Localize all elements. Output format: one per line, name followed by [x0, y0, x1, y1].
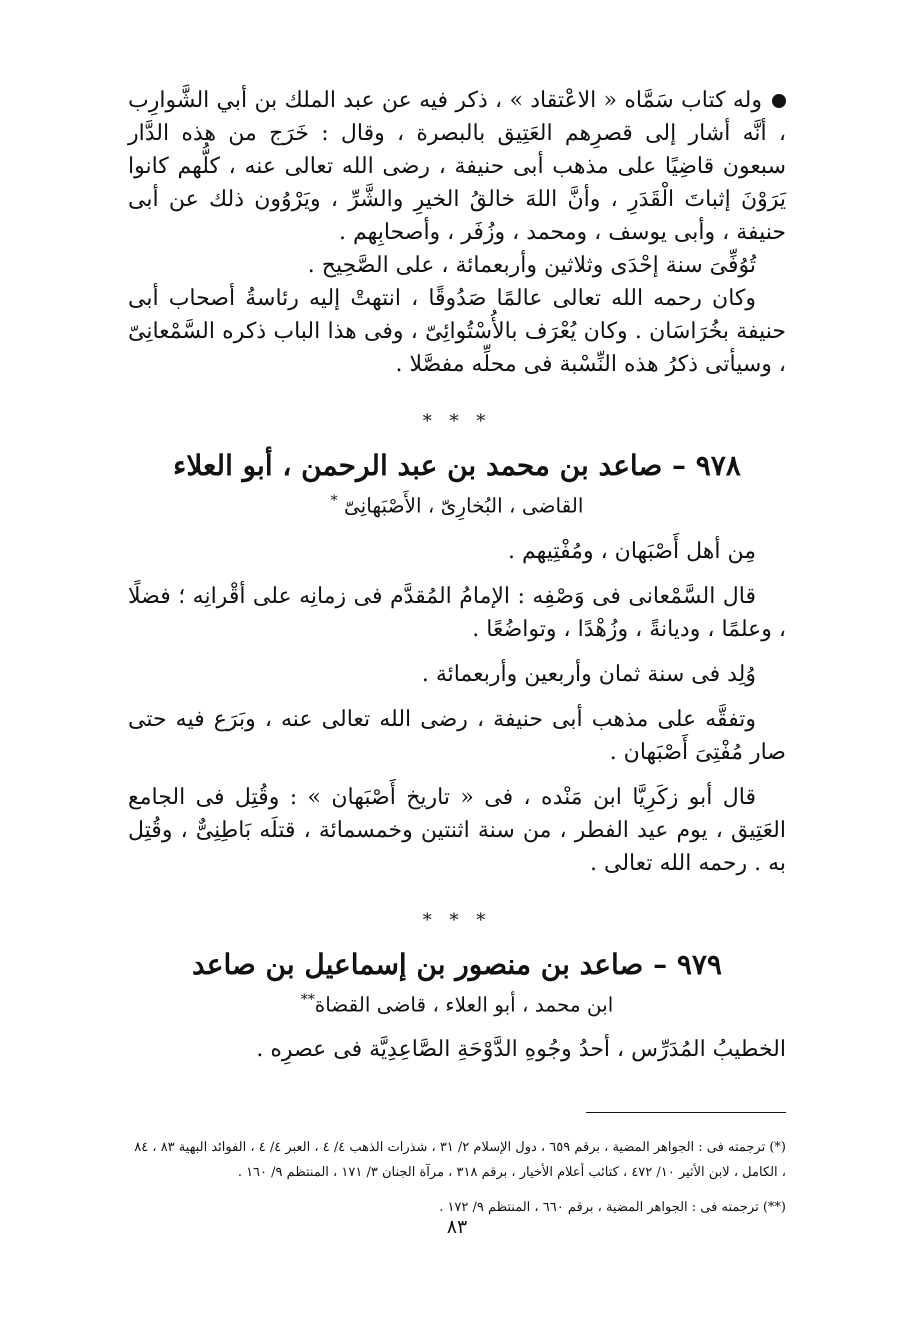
entry-978-title: ٩٧٨ – صاعد بن محمد بن عبد الرحمن ، أبو العلاء — [173, 449, 741, 482]
entry-979-subtitle: ابن محمد ، أبو العلاء ، قاضى القضاة** — [300, 991, 614, 1017]
footnote-marker: * — [330, 493, 338, 509]
entry-978-paragraph-4: وتفقَّه على مذهب أبى حنيفة ، رضى الله تعالى عنه ، وبَرَع فيه حتى صار مُفْتِىَ أَصْبَهان . — [128, 706, 786, 765]
page-number: ٨٣ — [446, 1216, 468, 1238]
footnote-marker: ** — [300, 991, 315, 1008]
footnote-divider — [586, 1112, 786, 1113]
footnote-1: (*) ترجمته فى : الجواهر المضية ، برقم ٦٥٩ ، دول الإسلام ٢/ ٣١ ، شذرات الذهب ٤/ ٤ ، العبر ٤/ ٤ ، الفوائد البهية ٨٣ ، ٨٤ ، الكامل ، لابن الأثير ١٠/ ٤٧٢ ، كتائب أعلام الأخيار ، برقم ٣١٨ ، مرآة الجنان ٣/ ١٧١ ، المنتظم ٩/ ١٦٠ . — [134, 1140, 786, 1181]
intro-paragraph-3: وكان رحمه الله تعالى عالمًا صَدُوقًا ، انتهتْ إليه رئاسةُ أصحاب أبى حنيفة بخُرَاسَان . وكان يُعْرَف بالأُسْتُوائِىّ ، وفى هذا الباب ذكره السَّمْعانِىّ ، وسيأتى ذكرُ هذه النِّسْبة فى محلِّه مفصَّلا . — [128, 286, 786, 377]
entry-978-paragraph-2: قال السَّمْعانى فى وَصْفِه : الإمامُ المُقدَّم فى زمانِه على أقْرانِه ؛ فضلًا ، وعلمًا ، وديانةً ، وزُهْدًا ، وتواضُعًا . — [128, 583, 786, 642]
entry-979-title: ٩٧٩ – صاعد بن منصور بن إسماعيل بن صاعد — [192, 947, 722, 981]
intro-paragraph-2: تُوُفِّىَ سنة إحْدَى وثلاثين وأربعمائة ، على الصَّحِيح . — [307, 253, 756, 278]
intro-paragraph-1: وله كتاب سَمَّاه « الاعْتقاد » ، ذكر فيه عن عبد الملك بن أبي الشَّوارِب ، أنَّه أشار إلى قصرِهم العَتِيق بالبصرة ، وقال : خَرَج من هذه الدَّار سبعون قاضِيًا على مذهب أبى حنيفة ، رضى الله تعالى عنه ، كلُّهم كانوا يَرَوْنَ إثباتَ الْقَدَرِ ، وأنَّ اللهَ خالقُ الخيرِ والشَّرِّ ، ويَرْوُون ذلك عن أبى حنيفة ، وأبى يوسف ، ومحمد ، وزُفَر ، وأصحابِهم . — [128, 88, 787, 245]
entry-978-paragraph-5: قال أبو زكَرِيَّا ابن مَنْده ، فى « تاريخ أَصْبَهان » : وقُتِل فى الجامع العَتِيق ، يوم عيد الفطر ، من سنة اثنتين وخمسمائة ، قتلَه بَاطِنِىٌّ ، وقُتِل به . رحمه الله تعالى . — [128, 784, 786, 876]
entry-978-paragraph-3: وُلِد فى سنة ثمان وأربعين وأربعمائة . — [421, 661, 756, 687]
bullet-dot-icon — [772, 94, 786, 108]
section-separator: * * * — [422, 411, 492, 432]
section-separator: * * * — [422, 909, 492, 931]
entry-978-paragraph-1: مِن أهل أَصْبَهان ، ومُفْتِيهم . — [508, 538, 756, 564]
entry-979-paragraph-1: الخطيبُ المُدَرِّس ، أحدُ وجُوهِ الدَّوْحَةِ الصَّاعِدِيَّة فى عصرِه . — [256, 1037, 786, 1063]
entry-978-subtitle: القاضى ، البُخارِىّ ، الأَصْبَهانِىّ * — [330, 493, 584, 518]
footnote-2: (**) ترجمته فى : الجواهر المضية ، برقم ٦٦٠ ، المنتظم ٩/ ١٧٢ . — [439, 1200, 786, 1216]
